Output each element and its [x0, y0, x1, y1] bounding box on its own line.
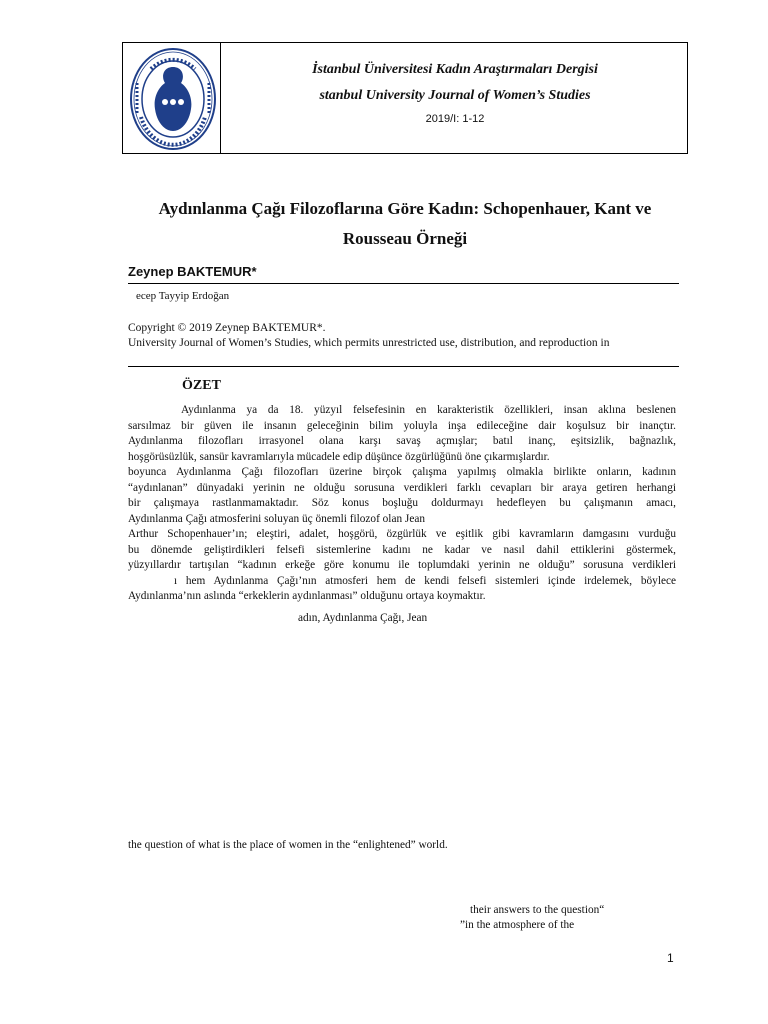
abstract-line: ı hem Aydınlanma Çağı’nın atmosferi hem de kendi felsefi sistemleri içinde irdelemek, böylece: [174, 574, 676, 587]
abstract-line: Aydınlanma’nın aslında “erkeklerin aydınlanması” olduğunu ortaya koymaktır.: [128, 590, 486, 602]
page-number: 1: [667, 951, 674, 965]
copyright-rule: [128, 366, 679, 367]
abstract-line: Aydınlanma ya da 18. yüzyıl felsefesinin en karakteristik özellikleri, insan aklına beslenen: [181, 404, 676, 416]
article-title-line-1: Aydınlanma Çağı Filozoflarına Göre Kadın: Schopenhauer, Kant ve: [158, 199, 652, 218]
english-abstract-line-2: their answers to the question“: [470, 904, 605, 916]
issue-pages: 2019/I: 1-12: [425, 113, 485, 125]
copyright-line-1: Copyright © 2019 Zeynep BAKTEMUR*.: [128, 322, 326, 334]
abstract-heading: ÖZET: [182, 378, 221, 393]
author-rule: [128, 283, 679, 284]
abstract-line: Arthur Schopenhauer’ın; eleştiri, adalet, hoşgörü, özgürlük ve eşitlik gibi kavramların damgasını vurduğu: [128, 528, 676, 540]
abstract-line: Aydınlanma filozofları irrasyonel olana karşı savaş açmışlar; batıl inanç, eşitsizlik, bağnazlık,: [128, 435, 676, 447]
abstract-line: hoşgörüsüzlük, sansür kavramlarıyla mücadele edip düşünce özgürlüğünü öne çıkarmışlardır.: [128, 450, 550, 463]
author-name: Zeynep BAKTEMUR*: [128, 264, 257, 279]
abstract-keywords: adın, Aydınlanma Çağı, Jean: [298, 612, 428, 624]
journal-title-english: stanbul University Journal of Women’s Studies: [319, 88, 591, 103]
abstract-line: yüzyıllardır tartışılan “kadının erkeğe göre konumu ile toplumdaki yerinin ne olduğu” sorusuna verdikleri: [128, 559, 676, 571]
header-divider: [220, 43, 221, 153]
abstract-line: Aydınlanma Çağı atmosferini soluyan üç önemli filozof olan Jean: [128, 512, 426, 525]
journal-title-turkish: İstanbul Üniversitesi Kadın Araştırmaları Dergisi: [312, 62, 598, 77]
university-seal-logo: [129, 47, 217, 151]
author-affiliation: ecep Tayyip Erdoğan: [136, 290, 230, 302]
abstract-line: sarsılmaz bir güven ile insanın geleceğinin bilim yoluyla inşa edileceğine dair koşulsuz bir inançtır.: [128, 419, 676, 432]
abstract-line: bir çalışmaya rastlanmamaktadır. Söz konus boşluğu doldurmayı hedefleyen bu çalışmanın amacı,: [128, 497, 676, 509]
abstract-paragraph: [128, 403, 676, 605]
english-abstract-line-3: ”in the atmosphere of the: [460, 919, 575, 931]
abstract-line: boyunca Aydınlanma Çağı filozofları üzerine birçok çalışma yapılmış olmakla birlikte onların, kadının: [128, 466, 676, 478]
journal-header: [122, 42, 688, 154]
english-abstract-line-1: the question of what is the place of women in the “enlightened” world.: [128, 839, 448, 851]
copyright-line-2: University Journal of Women’s Studies, which permits unrestricted use, distribution, and reproduction in: [128, 337, 610, 349]
article-title-line-2: Rousseau Örneği: [342, 229, 468, 248]
abstract-line: bu dönemde geliştirdikleri felsefi sistemlerine kadını ne kadar ve nasıl dahil ettiklerini göstermek,: [128, 543, 676, 556]
abstract-line: “aydınlanan” dünyadaki yerinin ne olduğu sorusuna verdikleri farklı cevapları bir araya getiren herhangi: [128, 481, 676, 494]
